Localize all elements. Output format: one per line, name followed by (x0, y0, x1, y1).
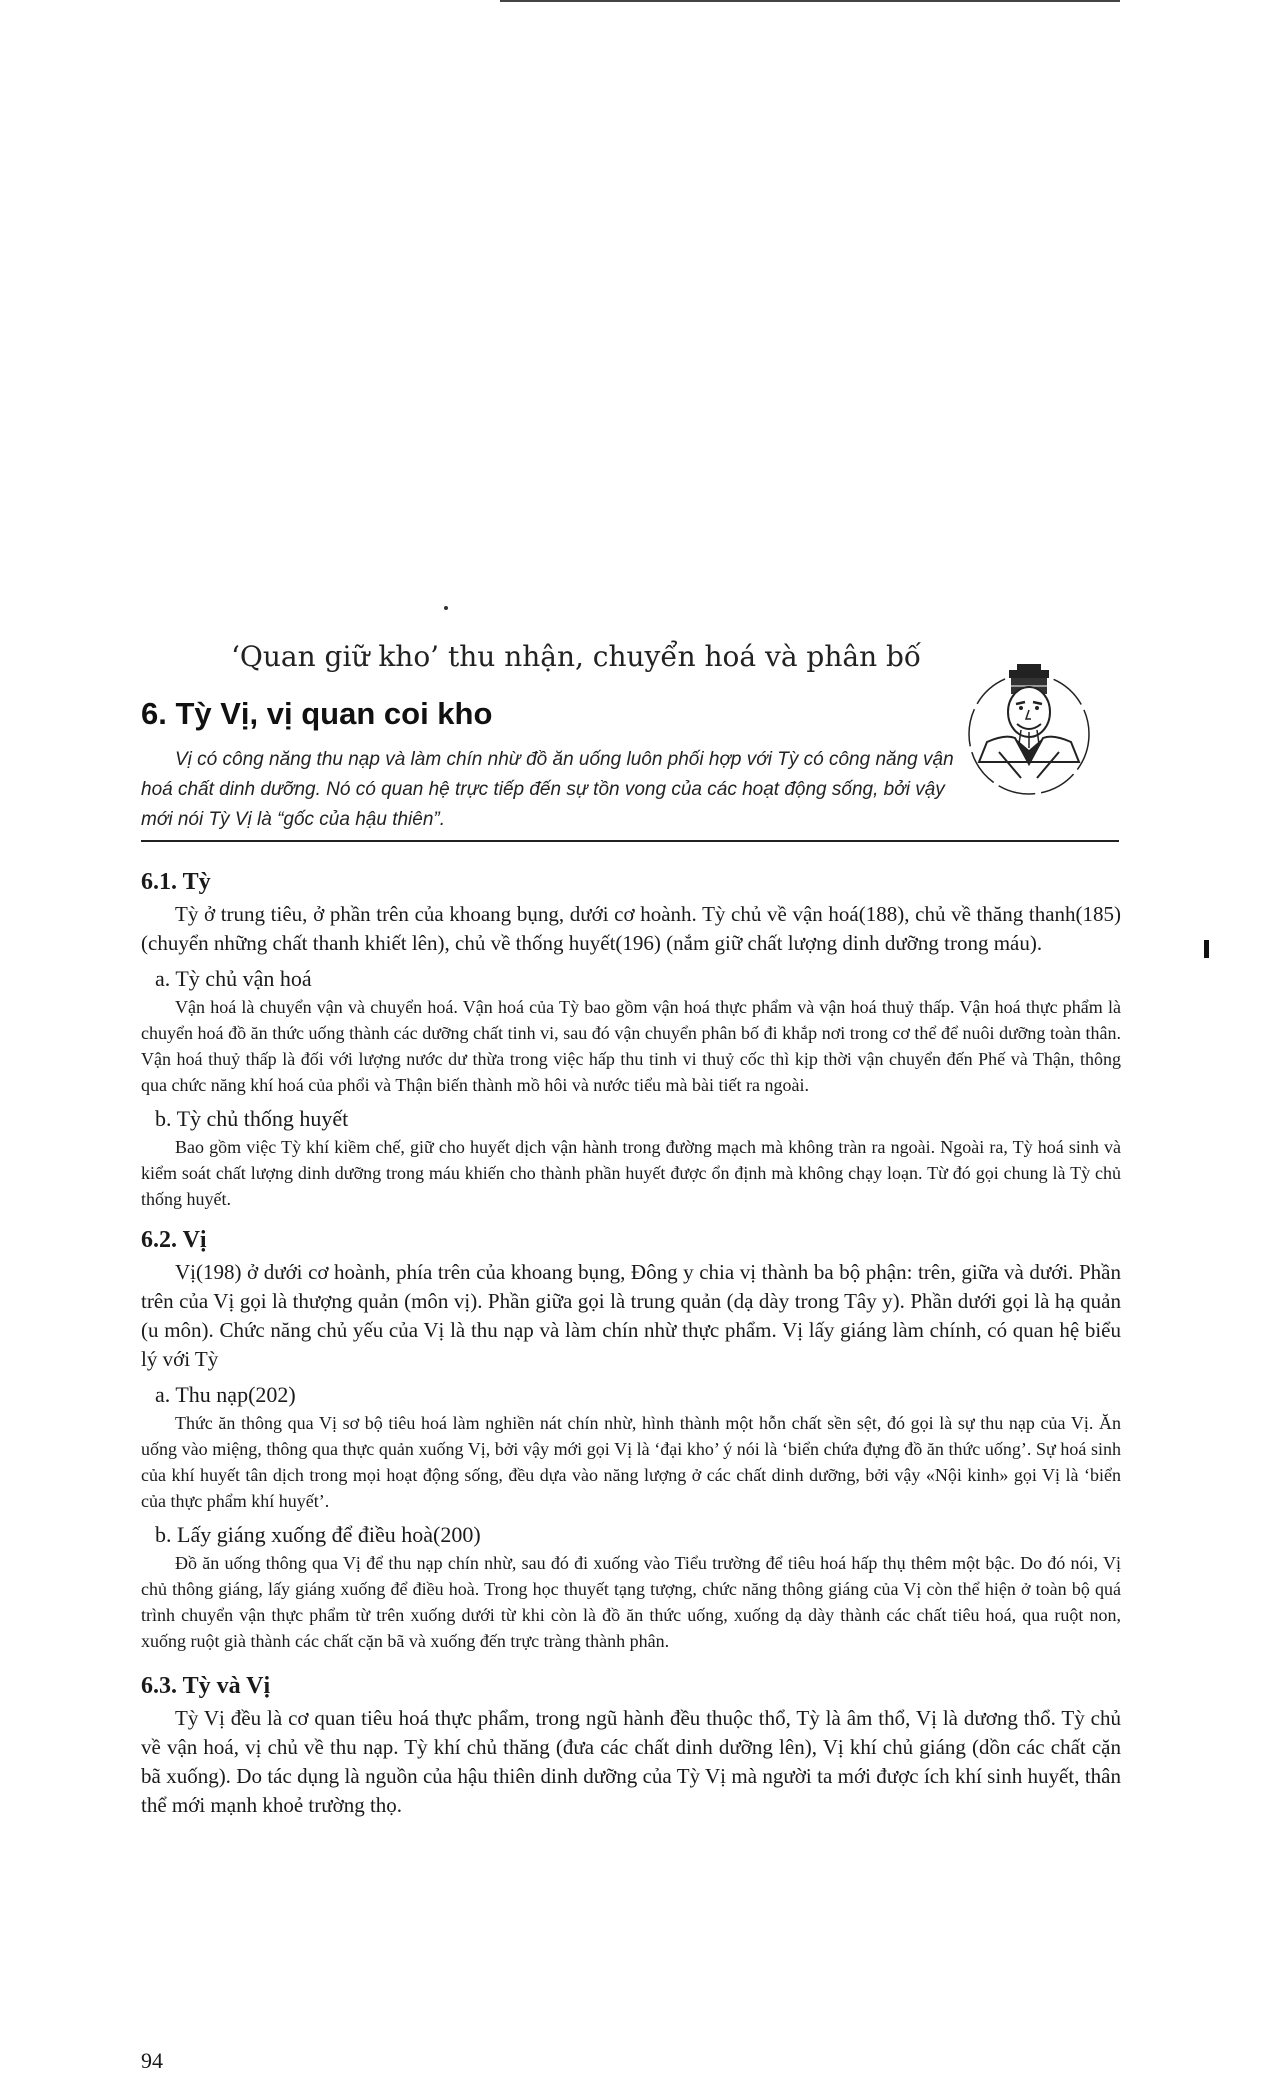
subsection-6-1-b-title: b. Tỳ chủ thống huyết (155, 1106, 349, 1131)
subsection-6-2-a-title: a. Thu nạp(202) (155, 1382, 296, 1407)
chapter-header (141, 640, 1121, 858)
top-edge-rule (500, 0, 1120, 2)
margin-mark (1204, 940, 1209, 958)
header-divider (141, 840, 1119, 842)
section-6-1-paragraph: Tỳ ở trung tiêu, ở phần trên của khoang bụng, dưới cơ hoành. Tỳ chủ về vận hoá(188), chủ về thăng thanh(185) (chuyển những chất thanh khiết lên), chủ về thống huyết(196) (nắm giữ chất lượng dinh dưỡng trong máu). (141, 902, 1121, 955)
chapter-intro: Vị có công năng thu nạp và làm chín nhừ đồ ăn uống luôn phối hợp với Tỳ có công năng vận hoá chất dinh dưỡng. Nó có quan hệ trực tiếp đến sự tồn vong của các hoạt động sống, bởi vậy mới nói Tỳ Vị là “gốc của hậu thiên”. (141, 749, 954, 830)
page-content (141, 640, 1121, 1820)
section-6-2-title: 6.2. Vị (141, 1227, 207, 1253)
chapter-subtitle: ‘Quan giữ kho’ thu nhận, chuyển hoá và phân bố (231, 640, 922, 673)
scan-speck (444, 606, 448, 610)
page-number: 94 (141, 2048, 163, 2073)
subsection-6-1-b-paragraph: Bao gồm việc Tỳ khí kiềm chế, giữ cho huyết dịch vận hành trong đường mạch mà không tràn ra ngoài. Ngoài ra, Tỳ hoá sinh và kiểm soát chất lượng dinh dưỡng trong máu khiến cho thành phần huyết được ổn định mà không chạy loạn. Từ đó gọi chung là Tỳ chủ thống huyết. (141, 1137, 1121, 1209)
subsection-6-1-a-title: a. Tỳ chủ vận hoá (155, 966, 312, 991)
section-6-2-paragraph: Vị(198) ở dưới cơ hoành, phía trên của khoang bụng, Đông y chia vị thành ba bộ phận: trên, giữa và dưới. Phần trên của Vị gọi là thượng quản (môn vị). Phần giữa gọi là trung quản (dạ dày trong Tây y). Phần dưới gọi là hạ quản (u môn). Chức năng chủ yếu của Vị là thu nạp và làm chín nhừ thực phẩm. Vị lấy giáng làm chính, có quan hệ biểu lý với Tỳ (141, 1260, 1121, 1371)
section-6-3-paragraph: Tỳ Vị đều là cơ quan tiêu hoá thực phẩm, trong ngũ hành đều thuộc thổ, Tỳ là âm thổ, Vị là dương thổ. Tỳ chủ về vận hoá, vị chủ về thu nạp. Tỳ khí chủ thăng (đưa các chất dinh dưỡng lên), Vị khí chủ giáng (dồn các chất cặn bã xuống). Do tác dụng là nguồn của hậu thiên dinh dưỡng của Tỳ Vị mà người ta mới được ích khí sinh huyết, thân thể mới mạnh khoẻ trường thọ. (141, 1706, 1121, 1817)
section-6-3-title: 6.3. Tỳ và Vị (141, 1673, 271, 1699)
subsection-6-2-a-paragraph: Thức ăn thông qua Vị sơ bộ tiêu hoá làm nghiền nát chín nhừ, hình thành một hỗn chất sền sệt, đó gọi là sự thu nạp của Vị. Ăn uống vào miệng, thông qua thực quản xuống Vị, bởi vậy mới gọi Vị là ‘đại kho’ ý nói là ‘biển chứa đựng đồ ăn thức uống’. Sự hoá sinh của khí huyết tân dịch trong mọi hoạt động sống, đều dựa vào năng lượng ở các chất dinh dưỡng, bởi vậy «Nội kinh» gọi Vị là ‘biển của thực phẩm khí huyết’. (141, 1413, 1121, 1511)
scholar-portrait-icon (959, 662, 1099, 802)
subsection-6-2-b-title: b. Lấy giáng xuống để điều hoà(200) (155, 1522, 481, 1547)
subsection-6-1-a-paragraph: Vận hoá là chuyển vận và chuyển hoá. Vận hoá của Tỳ bao gồm vận hoá thực phẩm và vận hoá thuỷ thấp. Vận hoá thực phẩm là chuyển hoá đồ ăn thức uống thành các dưỡng chất tinh vi, sau đó vận chuyển phân bố đi khắp nơi trong cơ thể để nuôi dưỡng toàn thân. Vận hoá thuỷ thấp là đối với lượng nước dư thừa trong việc hấp thu tinh vi thuỷ cốc thì kịp thời vận chuyển đến Phế và Thận, thông qua chức năng khí hoá của phổi và Thận biến thành mồ hôi và nước tiểu mà bài tiết ra ngoài. (141, 997, 1121, 1095)
subsection-6-2-b-paragraph: Đồ ăn uống thông qua Vị để thu nạp chín nhừ, sau đó đi xuống vào Tiểu trường để tiêu hoá hấp thụ thêm một bậc. Do đó nói, Vị chủ thông giáng, lấy giáng xuống để điều hoà. Trong học thuyết tạng tượng, chức năng thông giáng của Vị còn thể hiện ở toàn bộ quá trình chuyển vận thực phẩm từ trên xuống dưới từ khi còn là đồ ăn thức uống, xuống dạ dày thành các chất tiêu hoá, qua ruột non, xuống ruột già thành các chất cặn bã và xuống đến trực tràng thành phân. (141, 1553, 1121, 1651)
chapter-title: 6. Tỳ Vị, vị quan coi kho (141, 696, 493, 731)
section-6-1-title: 6.1. Tỳ (141, 869, 211, 895)
